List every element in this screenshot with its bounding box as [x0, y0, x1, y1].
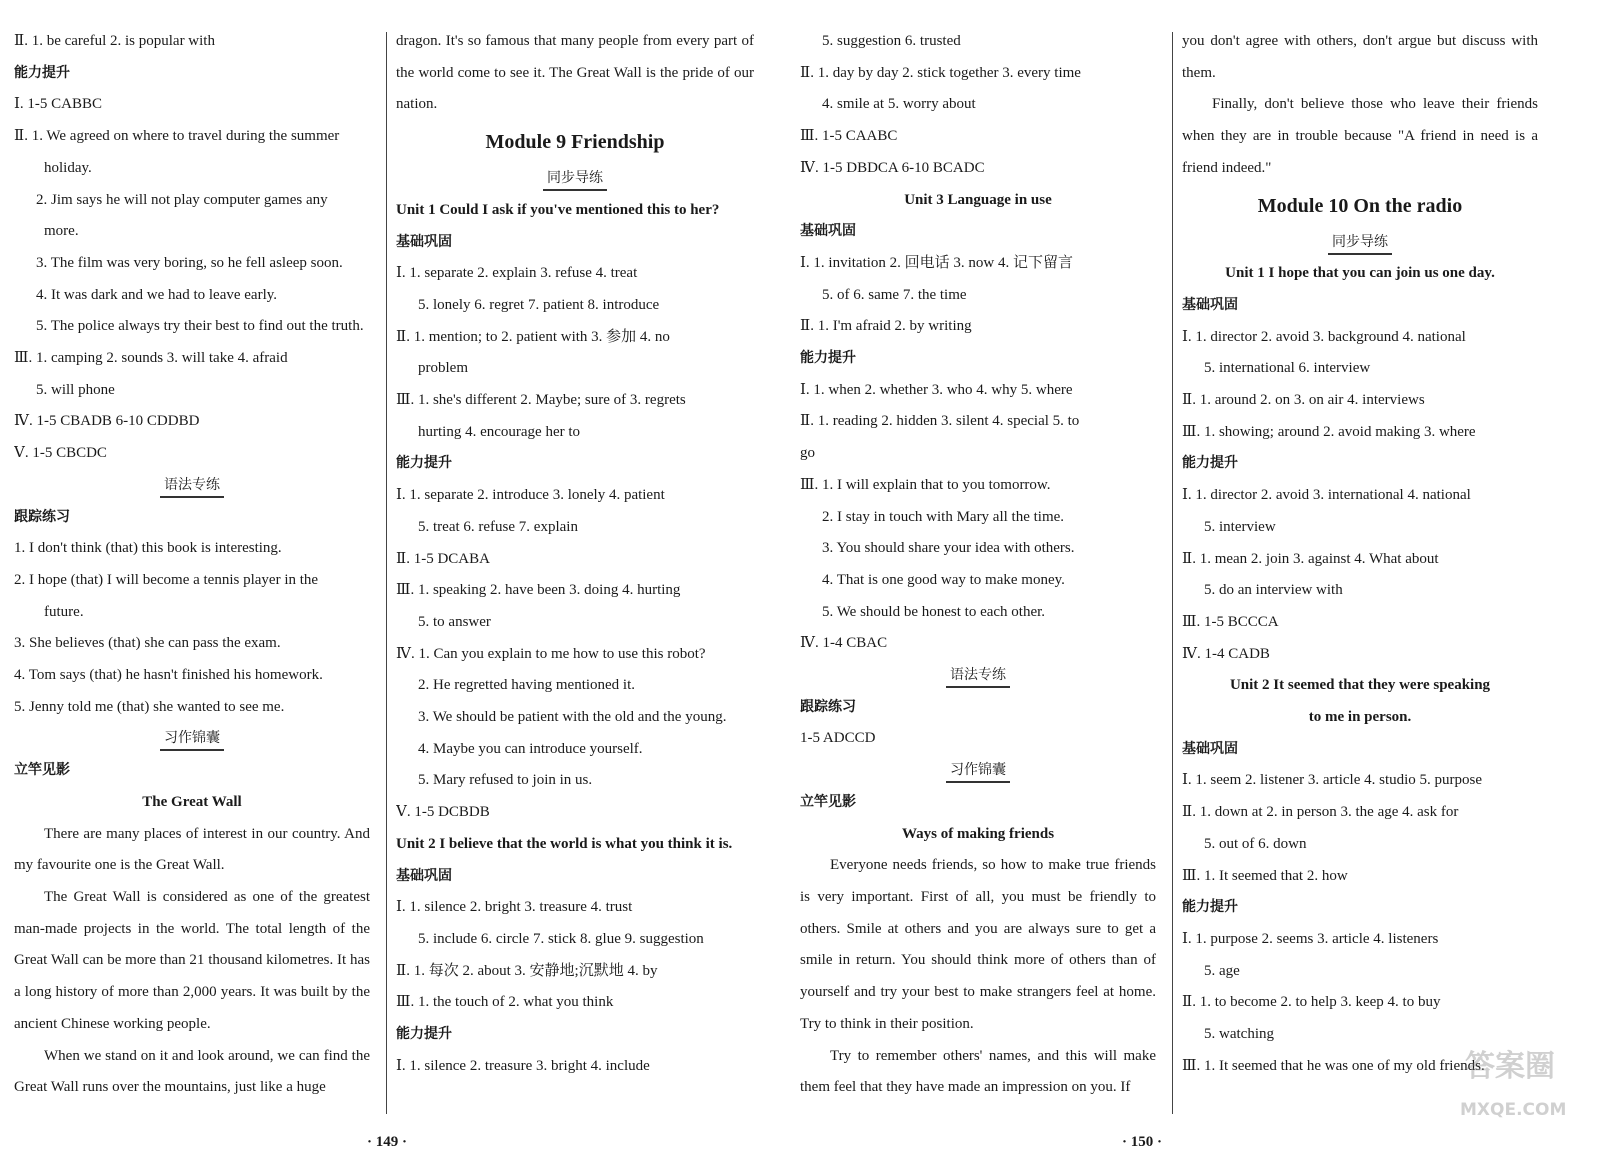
essay-title: The Great Wall	[142, 793, 242, 810]
answer-line: 5. international 6. interview	[1204, 360, 1371, 377]
essay-paragraph: you don't agree with others, don't argue but discuss with them.	[1182, 33, 1538, 81]
answer-line: 4. Maybe you can introduce yourself.	[418, 740, 643, 757]
subsection-label: 能力提升	[1182, 455, 1238, 472]
answer-line: Ⅱ. 1. mean 2. join 3. against 4. What about	[1182, 550, 1439, 567]
answer-line: Ⅰ. 1-5 CABBC	[14, 96, 103, 113]
column-4	[1182, 26, 1538, 1126]
answer-line: 5. age	[1204, 962, 1240, 979]
answer-line: Ⅰ. 1. silence 2. treasure 3. bright 4. include	[396, 1057, 650, 1074]
essay-paragraph: Everyone needs friends, so how to make true friends is very important. First of all, you must be friendly to others. Smile at others and you are always sure to get a smile in return. You should think more of others than of yourself and try your best to make strangers feel at home. Try to think in their position.	[800, 857, 1156, 1032]
answer-line: 5. interview	[1204, 518, 1276, 535]
unit-heading: to me in person.	[1308, 709, 1412, 726]
subsection-label: 立竿见影	[14, 762, 70, 779]
column-2	[396, 26, 754, 1126]
answer-line: 2. Jim says he will not play computer games any	[36, 191, 328, 208]
answer-line: Ⅰ. 1. separate 2. explain 3. refuse 4. treat	[396, 265, 638, 282]
answer-line: 5. Mary refused to join in us.	[418, 772, 593, 789]
answer-line: 1-5 ADCCD	[800, 730, 876, 747]
page-number-right: · 150 ·	[1122, 1134, 1163, 1150]
column-divider	[386, 32, 387, 1114]
section-heading	[14, 723, 370, 755]
section-heading-text: 同步导练	[543, 167, 607, 191]
answer-line: Ⅰ. 1. director 2. avoid 3. international 4. national	[1182, 487, 1471, 504]
essay-paragraph: The Great Wall is considered as one of the greatest man-made projects in the world. The total length of the Great Wall can be more than 21 thousand kilometres. It has a long history of more than 2,000 years. It was built by the ancient Chinese working people.	[14, 888, 370, 1032]
unit-heading: Unit 3 Language in use	[904, 191, 1052, 208]
answer-line: 3. You should share your idea with others.	[822, 540, 1075, 557]
answer-line: Ⅱ. 1. to become 2. to help 3. keep 4. to buy	[1182, 994, 1441, 1011]
unit-heading: Unit 1 I hope that you can join us one day.	[1225, 265, 1495, 282]
right-page	[800, 0, 1600, 1168]
unit-heading: Unit 2 I believe that the world is what you think it is.	[396, 835, 733, 852]
answer-line: future.	[44, 603, 84, 620]
answer-line: 4. That is one good way to make money.	[822, 571, 1065, 588]
essay-paragraph: Try to remember others' names, and this will make them feel that they have made an impression on you. If	[800, 1047, 1156, 1096]
answer-line: Ⅰ. 1. separate 2. introduce 3. lonely 4. patient	[396, 487, 665, 504]
answer-line: Ⅴ. 1-5 DCBDB	[396, 804, 490, 821]
answer-line: Ⅲ. 1. showing; around 2. avoid making 3. where	[1182, 423, 1476, 440]
answer-line: Ⅲ. 1. speaking 2. have been 3. doing 4. hurting	[396, 582, 681, 599]
subsection-label: 能力提升	[396, 1026, 452, 1043]
section-heading	[14, 470, 370, 502]
module-title: Module 10 On the radio	[1257, 194, 1463, 217]
answer-line: Ⅰ. 1. seem 2. listener 3. article 4. studio 5. purpose	[1182, 772, 1483, 789]
subsection-label: 基础巩固	[1182, 296, 1238, 313]
answer-line: Ⅳ. 1-5 DBDCA 6-10 BCADC	[800, 159, 985, 176]
answer-line: 5. out of 6. down	[1204, 835, 1307, 852]
answer-line: Ⅰ. 1. when 2. whether 3. who 4. why 5. where	[800, 381, 1073, 398]
answer-line: 4. It was dark and we had to leave early.	[36, 286, 278, 303]
answer-line: holiday.	[44, 159, 92, 176]
unit-heading: Unit 1 Could I ask if you've mentioned this to her?	[396, 201, 720, 218]
answer-line: 5. lonely 6. regret 7. patient 8. introduce	[418, 296, 660, 313]
answer-line: Ⅱ. 1. 每次 2. about 3. 安静地;沉默地 4. by	[396, 962, 658, 979]
answer-line: Ⅱ. 1. reading 2. hidden 3. silent 4. special 5. to	[800, 413, 1080, 430]
answer-line: 2. I hope (that) I will become a tennis player in the	[14, 571, 319, 588]
answer-line: Ⅰ. 1. director 2. avoid 3. background 4. national	[1182, 328, 1466, 345]
section-heading	[1182, 227, 1538, 259]
answer-line: 1. I don't think (that) this book is interesting.	[14, 540, 282, 557]
answer-line: Ⅱ. 1. be careful 2. is popular with	[14, 33, 215, 49]
answer-line: 4. Tom says (that) he hasn't finished his homework.	[14, 667, 323, 684]
answer-line: Ⅳ. 1. Can you explain to me how to use this robot?	[396, 645, 706, 662]
answer-line: Ⅱ. 1-5 DCABA	[396, 550, 490, 567]
answer-line: 5. The police always try their best to find out the truth.	[36, 318, 364, 335]
answer-line: problem	[418, 360, 468, 377]
answer-line: 5. Jenny told me (that) she wanted to see me.	[14, 698, 285, 715]
answer-line: 5. do an interview with	[1204, 582, 1343, 599]
subsection-label: 立竿见影	[800, 793, 856, 810]
answer-line: 3. The film was very boring, so he fell asleep soon.	[36, 254, 343, 271]
answer-line: Ⅲ. 1. she's different 2. Maybe; sure of 3. regrets	[396, 392, 686, 409]
answer-line: Ⅳ. 1-4 CBAC	[800, 635, 888, 652]
section-heading	[396, 163, 754, 195]
answer-line: Ⅲ. 1-5 CAABC	[800, 128, 898, 145]
answer-line: 2. He regretted having mentioned it.	[418, 677, 636, 694]
subsection-label: 跟踪练习	[14, 508, 70, 525]
answer-line: 5. treat 6. refuse 7. explain	[418, 518, 578, 535]
answer-line: Ⅴ. 1-5 CBCDC	[14, 445, 107, 462]
subsection-label: 跟踪练习	[800, 698, 856, 715]
answer-line: 5. include 6. circle 7. stick 8. glue 9. suggestion	[418, 930, 704, 947]
essay-paragraph: When we stand on it and look around, we can find the Great Wall runs over the mountains, just like a huge	[14, 1047, 370, 1096]
answer-line: go	[800, 445, 815, 462]
answer-line: Ⅲ. 1. I will explain that to you tomorrow.	[800, 476, 1051, 493]
unit-heading: Unit 2 It seemed that they were speaking	[1229, 677, 1491, 694]
answer-line: 5. suggestion 6. trusted	[822, 33, 961, 49]
answer-line: Ⅱ. 1. day by day 2. stick together 3. every time	[800, 64, 1081, 81]
answer-line: 3. She believes (that) she can pass the exam.	[14, 635, 281, 652]
essay-paragraph: Finally, don't believe those who leave their friends when they are in trouble because "A friend in need is a friend indeed."	[1182, 96, 1538, 176]
essay-title: Ways of making friends	[901, 825, 1055, 842]
answer-line: Ⅲ. 1. It seemed that he was one of my old friends.	[1182, 1057, 1485, 1074]
answer-line: 5. of 6. same 7. the time	[822, 286, 967, 303]
subsection-label: 基础巩固	[396, 867, 452, 884]
subsection-label: 基础巩固	[800, 223, 856, 240]
answer-line: Ⅱ. 1. mention; to 2. patient with 3. 参加 4. no	[396, 328, 670, 345]
column-divider	[1172, 32, 1173, 1114]
section-heading	[800, 660, 1156, 692]
answer-line: Ⅱ. 1. around 2. on 3. on air 4. interviews	[1182, 392, 1425, 409]
answer-line: Ⅰ. 1. purpose 2. seems 3. article 4. listeners	[1182, 930, 1439, 947]
subsection-label: 基础巩固	[396, 233, 452, 250]
column-1	[14, 26, 370, 1126]
section-heading	[800, 755, 1156, 787]
answer-line: 3. We should be patient with the old and the young.	[418, 709, 727, 726]
section-heading-text: 习作锦囊	[946, 759, 1010, 783]
section-heading-text: 习作锦囊	[160, 727, 224, 751]
watermark-logo: 答案圈	[1465, 1049, 1555, 1084]
answer-line: Ⅰ. 1. invitation 2. 回电话 3. now 4. 记下留言	[800, 254, 1074, 271]
answer-line: Ⅰ. 1. silence 2. bright 3. treasure 4. trust	[396, 899, 633, 916]
watermark-url: MXQE.COM	[1460, 1100, 1567, 1120]
page-number-left: · 149 ·	[367, 1134, 408, 1150]
section-heading-text: 同步导练	[1328, 231, 1392, 255]
essay-paragraph: dragon. It's so famous that many people from every part of the world come to see it. The Great Wall is the pride of our nation.	[396, 33, 754, 113]
answer-line: Ⅲ. 1. camping 2. sounds 3. will take 4. afraid	[14, 350, 288, 367]
answer-line: Ⅱ. 1. I'm afraid 2. by writing	[800, 318, 972, 335]
answer-line: Ⅱ. 1. We agreed on where to travel during the summer	[14, 128, 340, 145]
essay-paragraph: There are many places of interest in our country. And my favourite one is the Great Wall.	[14, 825, 370, 874]
answer-line: Ⅳ. 1-5 CBADB 6-10 CDDBD	[14, 413, 200, 430]
section-heading-text: 语法专练	[946, 664, 1010, 688]
answer-line: Ⅲ. 1-5 BCCCA	[1182, 613, 1279, 630]
answer-line: 5. to answer	[418, 613, 491, 630]
subsection-label: 能力提升	[800, 350, 856, 367]
answer-line: 5. watching	[1204, 1026, 1274, 1043]
answer-line: hurting 4. encourage her to	[418, 423, 581, 440]
answer-line: Ⅲ. 1. the touch of 2. what you think	[396, 994, 614, 1011]
answer-line: Ⅱ. 1. down at 2. in person 3. the age 4. ask for	[1182, 804, 1459, 821]
answer-line: 4. smile at 5. worry about	[822, 96, 976, 113]
answer-line: 5. will phone	[36, 381, 115, 398]
subsection-label: 能力提升	[1182, 899, 1238, 916]
answer-line: more.	[44, 223, 79, 240]
answer-line: Ⅲ. 1. It seemed that 2. how	[1182, 867, 1348, 884]
module-title: Module 9 Friendship	[485, 131, 665, 154]
column-3	[800, 26, 1156, 1126]
answer-line: 2. I stay in touch with Mary all the time.	[822, 508, 1065, 525]
answer-line: Ⅳ. 1-4 CADB	[1182, 645, 1270, 662]
subsection-label: 能力提升	[14, 64, 70, 81]
section-heading-text: 语法专练	[160, 474, 224, 498]
subsection-label: 能力提升	[396, 455, 452, 472]
answer-line: 5. We should be honest to each other.	[822, 603, 1046, 620]
subsection-label: 基础巩固	[1182, 740, 1238, 757]
